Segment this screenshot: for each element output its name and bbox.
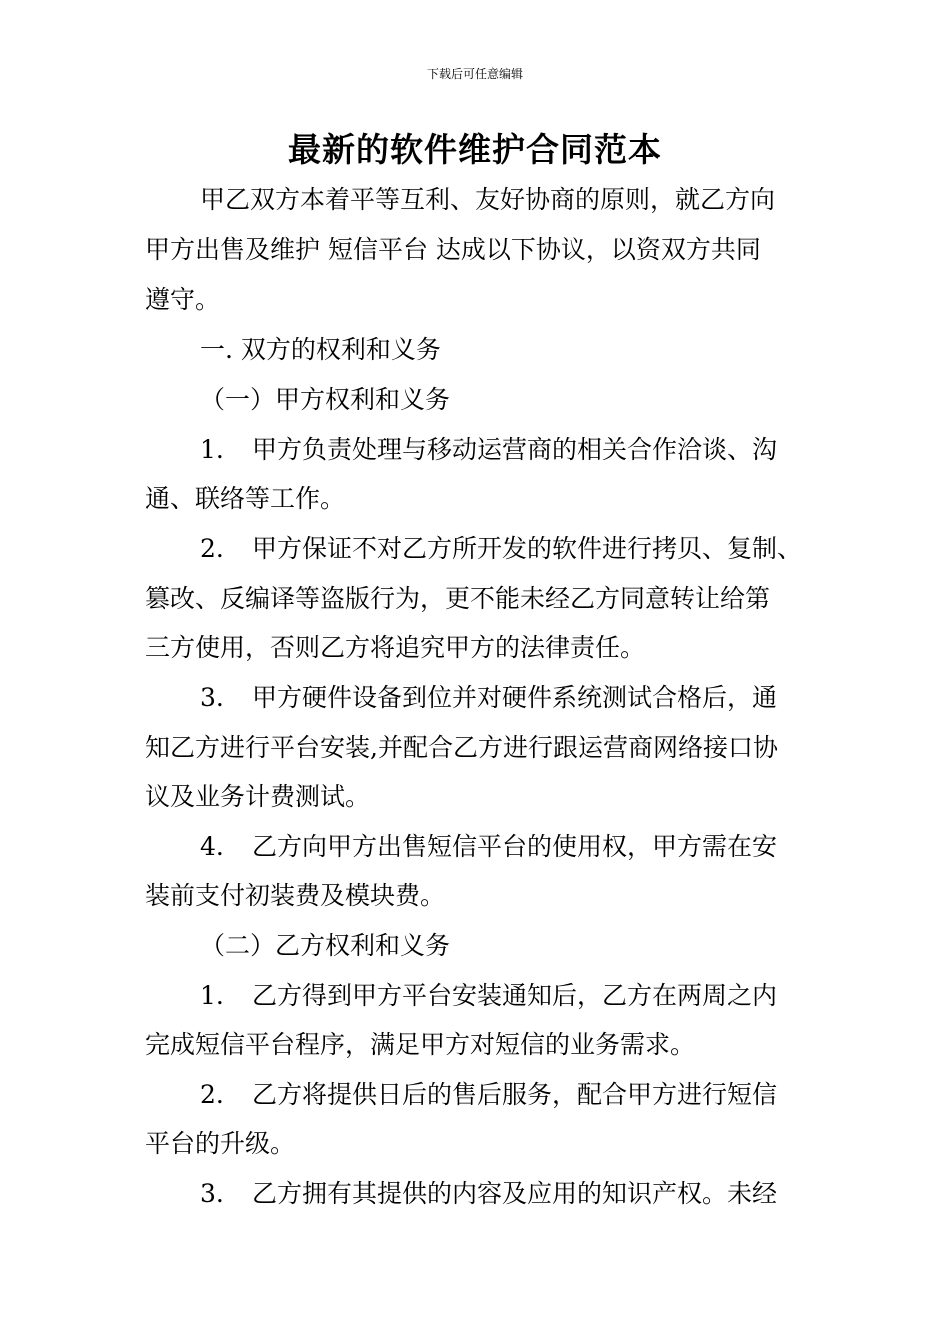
clause-line: 知乙方进行平台安装,并配合乙方进行跟运营商网络接口协	[145, 733, 778, 762]
clause-line: 装前支付初装费及模块费。	[145, 881, 446, 910]
clause-text: 乙方拥有其提供的内容及应用的知识产权。未经	[252, 1179, 778, 1208]
clause-text: 乙方得到甲方平台安装通知后，乙方在两周之内	[252, 981, 778, 1010]
clause-number: 2.	[200, 1080, 224, 1109]
clause-line: 平台的升级。	[145, 1129, 296, 1158]
subsection-heading: （二）乙方权利和义务	[200, 931, 451, 960]
clause-line: 三方使用，否则乙方将追究甲方的法律责任。	[145, 633, 646, 662]
clause-first-line	[200, 1078, 777, 1112]
clause-first-line	[200, 1177, 777, 1211]
clause-number: 2.	[200, 534, 224, 563]
clause-number: 1.	[200, 435, 224, 464]
section-heading: 一. 双方的权利和义务	[200, 335, 441, 364]
clause-first-line	[200, 681, 777, 715]
header-note: 下载后可任意编辑	[426, 67, 523, 81]
intro-line: 遵守。	[145, 285, 221, 314]
clause-text: 甲方保证不对乙方所开发的软件进行拷贝、复制、	[252, 534, 803, 563]
intro-line: 甲方出售及维护 短信平台 达成以下协议，以资双方共同	[145, 235, 761, 264]
document-title: 最新的软件维护合同范本	[288, 130, 662, 169]
clause-first-line	[200, 979, 777, 1013]
clause-line: 通、联络等工作。	[145, 484, 346, 513]
clause-text: 乙方将提供日后的售后服务，配合甲方进行短信	[252, 1080, 778, 1109]
clause-number: 1.	[200, 981, 224, 1010]
clause-text: 乙方向甲方出售短信平台的使用权，甲方需在安	[252, 832, 778, 861]
clause-first-line	[200, 532, 802, 566]
clause-first-line	[200, 433, 777, 467]
clause-text: 甲方负责处理与移动运营商的相关合作洽谈、沟	[252, 435, 778, 464]
clause-line: 篡改、反编译等盗版行为，更不能未经乙方同意转让给第	[145, 584, 771, 613]
clause-number: 4.	[200, 832, 224, 861]
clause-first-line	[200, 830, 777, 864]
clause-number: 3.	[200, 1179, 224, 1208]
intro-line: 甲乙双方本着平等互利、友好协商的原则，就乙方向	[200, 185, 776, 214]
clause-line: 议及业务计费测试。	[145, 782, 371, 811]
clause-text: 甲方硬件设备到位并对硬件系统测试合格后，通	[252, 683, 778, 712]
clause-number: 3.	[200, 683, 224, 712]
subsection-heading: （一）甲方权利和义务	[200, 385, 451, 414]
clause-line: 完成短信平台程序，满足甲方对短信的业务需求。	[145, 1030, 696, 1059]
